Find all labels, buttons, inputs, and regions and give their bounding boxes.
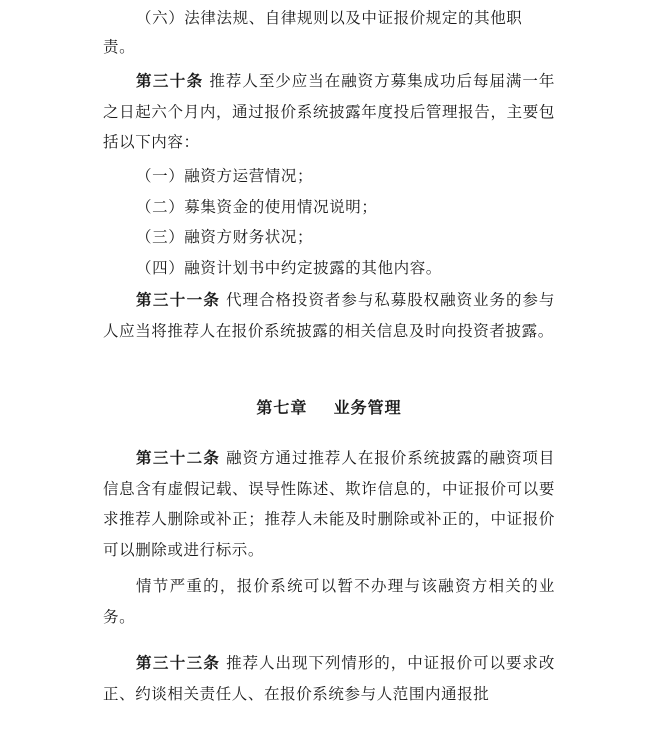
article-33 <box>103 648 555 709</box>
article-30-item-2: （二）募集资金的使用情况说明； <box>136 197 378 216</box>
article-31-text: 代理合格投资者参与私募股权融资业务的参与人应当将推荐人在报价系统披露的相关信息及时向投资者披露。 <box>103 291 555 340</box>
article-31-number: 第三十一条 <box>136 291 221 309</box>
article-31 <box>103 285 555 346</box>
article-30-text: 推荐人至少应当在融资方募集成功后每届满一年之日起六个月内，通过报价系统披露年度投后管理报告，主要包括以下内容： <box>103 72 555 151</box>
article-30-item-3: （三）融资方财务状况； <box>136 228 314 246</box>
article-32-text: 融资方通过推荐人在报价系统披露的融资项目信息含有虚假记载、误导性陈述、欺诈信息的，中证报价可以要求推荐人删除或补正；推荐人未能及时删除或补正的，中证报价可以删除或进行标示。 <box>103 449 555 559</box>
item-six <box>103 3 555 34</box>
article-32-number: 第三十二条 <box>136 449 221 467</box>
article-33-number: 第三十三条 <box>136 654 221 672</box>
article-32 <box>103 443 555 565</box>
article-30-item-1: （一）融资方运营情况； <box>136 167 314 185</box>
article-33-text: 推荐人出现下列情形的，中证报价可以要求改正、约谈相关责任人、在报价系统参与人范围内通报批 <box>103 654 555 703</box>
article-32-paragraph-2: 情节严重的，报价系统可以暂不办理与该融资方相关的业务。 <box>103 577 555 626</box>
article-30 <box>103 66 555 158</box>
article-30-item-4: （四）融资计划书中约定披露的其他内容。 <box>136 258 442 277</box>
item-six-line1: （六）法律法规、自律规则以及中证报价规定的其他职 <box>136 9 523 27</box>
chapter-7-heading: 第七章 业务管理 <box>256 398 402 417</box>
article-30-number: 第三十条 <box>136 72 204 90</box>
item-six-continuation: 责。 <box>103 37 136 56</box>
